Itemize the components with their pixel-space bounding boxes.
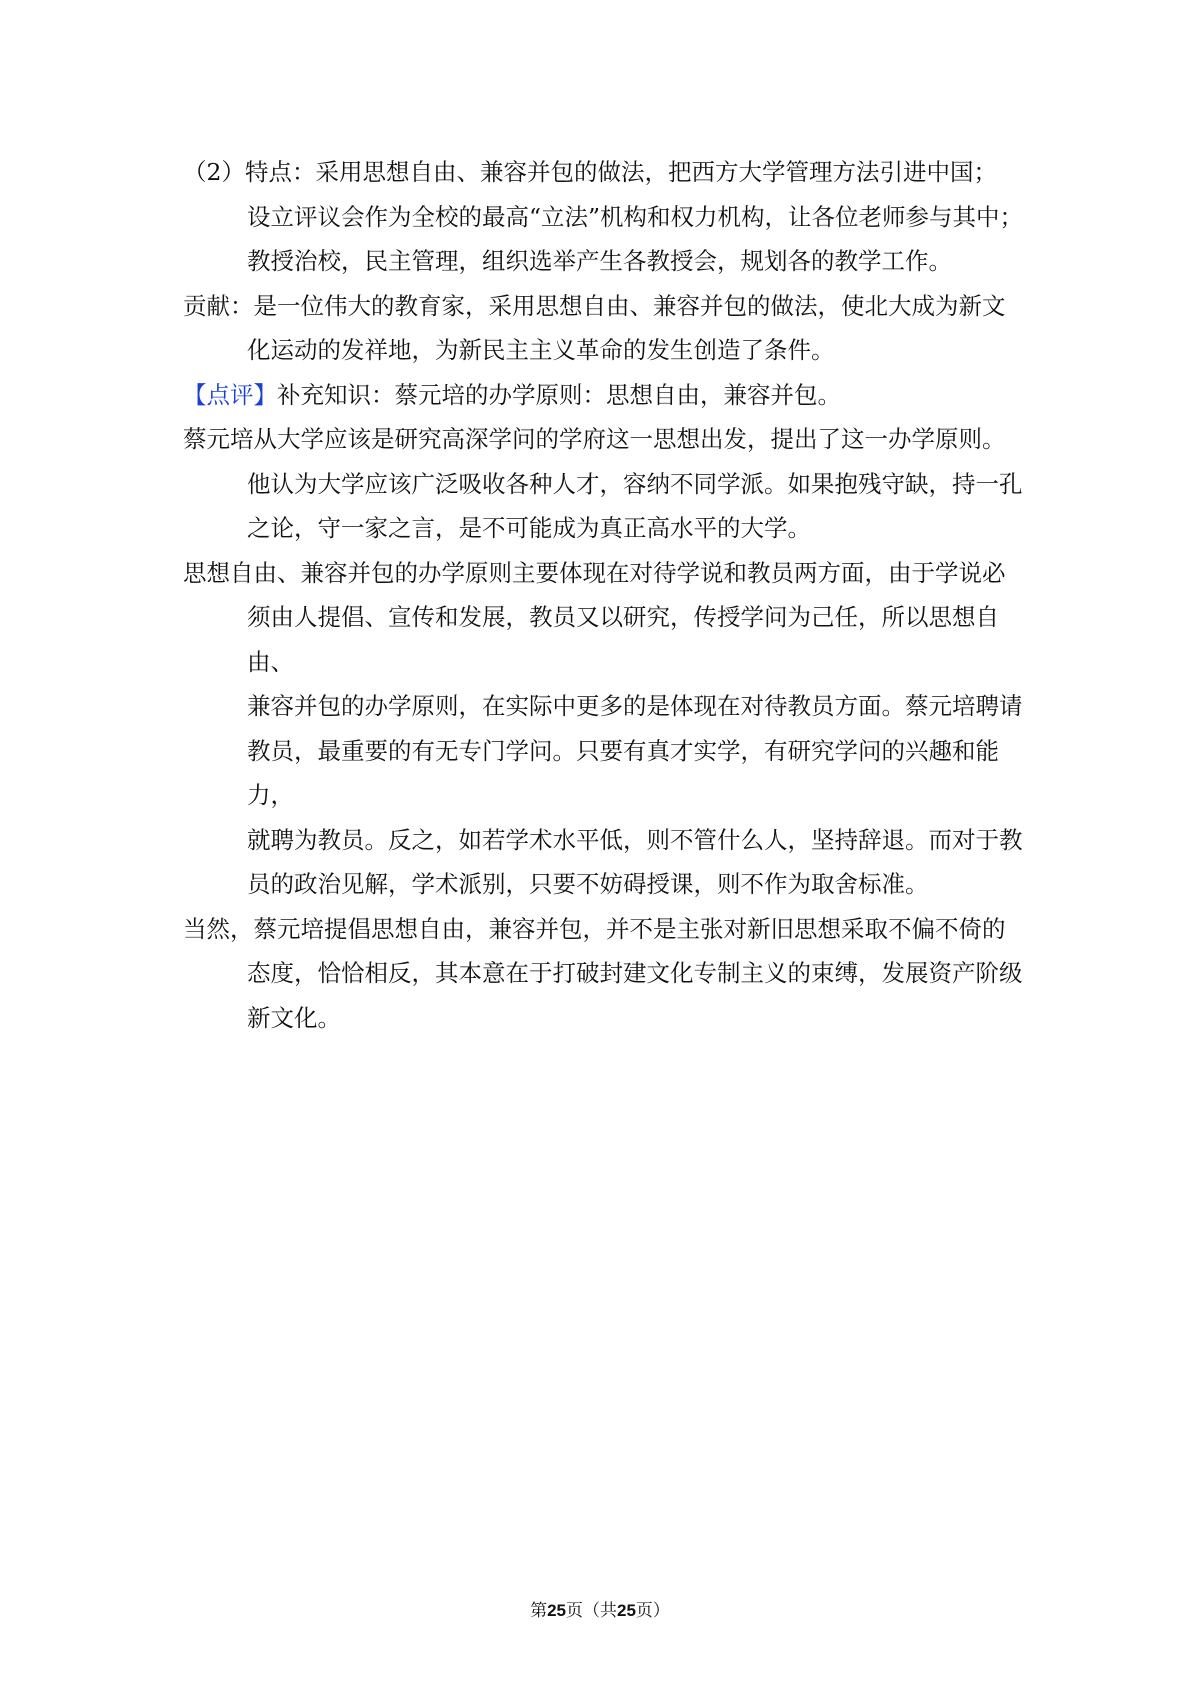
text-line: 态度，恰恰相反，其本意在于打破封建文化专制主义的束缚，发展资产阶级 — [247, 959, 1023, 987]
paragraph-contribution — [183, 284, 1033, 373]
text-line: （2）特点：采用思想自由、兼容并包的做法，把西方大学管理方法引进中国； — [183, 158, 997, 186]
text-line: 教员，最重要的有无专门学问。只要有真才实学，有研究学问的兴趣和能力， — [247, 736, 999, 809]
text-line: 贡献：是一位伟大的教育家，采用思想自由、兼容并包的做法，使北大成为新文 — [183, 291, 1006, 320]
text-line: 兼容并包的办学原则，在实际中更多的是体现在对待教员方面。蔡元培聘请 — [247, 692, 1023, 720]
paragraph-comment — [183, 373, 1033, 418]
footer-middle: 页（共 — [566, 1601, 617, 1621]
text-line: 设立评议会作为全校的最高“立法”机构和权力机构，让各位老师参与其中； — [247, 202, 1024, 231]
page-footer — [0, 1596, 1200, 1621]
text-line: 教授治校，民主管理，组织选举产生各教授会，规划各的教学工作。 — [247, 247, 952, 275]
text-line: 他认为大学应该广泛吸收各种人才，容纳不同学派。如果抱残守缺，持一孔 — [247, 469, 1023, 498]
text-line — [183, 373, 1033, 418]
comment-text: 补充知识：蔡元培的办学原则：思想自由，兼容并包。 — [277, 380, 841, 409]
footer-page-number: 25 — [547, 1601, 566, 1620]
text-line: 员的政治见解，学术派别，只要不妨碍授课，则不作为取舍标准。 — [247, 870, 929, 898]
footer-total-pages: 25 — [617, 1601, 636, 1620]
text-line: 蔡元培从大学应该是研究高深学问的学府这一思想出发，提出了这一办学原则。 — [183, 425, 1006, 453]
paragraph-principle — [183, 551, 1033, 907]
comment-label: 【点评】 — [183, 380, 277, 409]
text-line: 思想自由、兼容并包的办学原则主要体现在对待学说和教员两方面，由于学说必 — [183, 558, 1006, 587]
text-line: 须由人提倡、宣传和发展，教员又以研究，传授学问为己任，所以思想自由、 — [247, 603, 999, 676]
footer-prefix: 第 — [530, 1601, 548, 1621]
document-body — [183, 150, 1033, 1040]
paragraph-origin — [183, 417, 1033, 551]
footer-suffix: 页） — [635, 1601, 670, 1621]
text-line: 新文化。 — [247, 1003, 341, 1032]
text-line: 化运动的发祥地，为新民主主义革命的发生创造了条件。 — [247, 336, 835, 364]
text-line: 当然，蔡元培提倡思想自由，兼容并包，并不是主张对新旧思想采取不偏不倚的 — [183, 914, 1006, 943]
text-line: 之论，守一家之言，是不可能成为真正高水平的大学。 — [247, 514, 811, 542]
text-line: 就聘为教员。反之，如若学术水平低，则不管什么人，坚持辞退。而对于教 — [247, 825, 1023, 854]
paragraph-conclusion — [183, 907, 1033, 1041]
paragraph-features — [183, 150, 1033, 284]
